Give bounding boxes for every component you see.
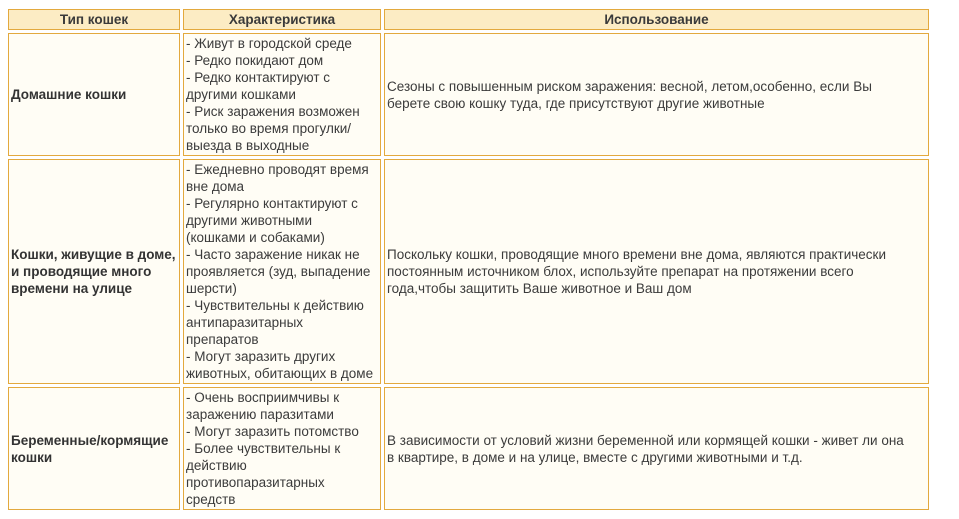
characteristic-line: антипаразитарных (186, 315, 304, 330)
cat-type-line: и проводящие много (11, 264, 152, 279)
cell-cat-type (8, 159, 180, 384)
characteristic-line: другими кошками (186, 87, 296, 102)
header-cat-type: Тип кошек (8, 9, 180, 30)
characteristic-line: выезда в выходные (186, 138, 310, 153)
characteristic-line: - Могут заразить других (186, 349, 336, 364)
cat-type-line: Беременные/кормящие (11, 432, 169, 448)
characteristic-line: животных, обитающих в доме (186, 366, 374, 381)
cell-cat-type (8, 33, 180, 156)
cell-usage (384, 33, 929, 156)
characteristic-line: вне дома (186, 179, 245, 194)
characteristic-line: противопаразитарных (186, 475, 325, 490)
usage-line: Поскольку кошки, проводящие много времени вне дома, являются практически (387, 247, 886, 262)
characteristic-line: средств (186, 492, 236, 507)
cell-cat-type (8, 387, 180, 510)
characteristic-line: - Часто заражение никак не (186, 247, 360, 262)
characteristic-line: - Более чувствительны к (186, 441, 341, 456)
usage-line: года,чтобы защитить Ваше животное и Ваш дом (387, 281, 692, 296)
characteristic-line: - Живут в городской среде (186, 36, 352, 51)
characteristic-line: препаратов (186, 332, 259, 347)
characteristic-line: заражению паразитами (186, 407, 334, 422)
cell-characteristics (183, 33, 381, 156)
cat-type-line: Домашние кошки (11, 87, 127, 102)
characteristic-line: проявляется (зуд, выпадение (186, 264, 371, 279)
characteristic-line: - Ежедневно проводят время (186, 162, 369, 177)
characteristic-line: - Редко покидают дом (186, 53, 324, 68)
characteristic-line: действию (186, 458, 247, 473)
table-row (8, 159, 929, 384)
table-row (8, 33, 929, 156)
usage-line: в квартире, в доме и на улице, вместе с другими животными и т.д. (387, 449, 803, 465)
characteristic-line: только во время прогулки/ (186, 121, 352, 136)
header-usage: Использование (384, 9, 929, 30)
characteristic-line: (кошками и собаками) (186, 230, 325, 245)
cat-type-line: кошки (11, 449, 53, 465)
characteristic-line: - Могут заразить потомство (186, 424, 359, 439)
cat-type-line: времени на улице (11, 281, 132, 296)
usage-line: В зависимости от условий жизни беременной или кормящей кошки - живет ли она (387, 432, 904, 448)
usage-line: Сезоны с повышенным риском заражения: весной, летом,особенно, если Вы (387, 78, 872, 94)
characteristic-line: - Редко контактируют с (186, 70, 331, 85)
cell-characteristics (183, 159, 381, 384)
characteristic-line: шерсти) (186, 281, 237, 296)
characteristic-line: - Риск заражения возможен (186, 104, 360, 119)
characteristic-line: - Регулярно контактируют с (186, 196, 358, 211)
characteristic-line: другими животными (186, 213, 312, 228)
table-row (8, 387, 929, 510)
cell-usage (384, 387, 929, 510)
usage-line: берете свою кошку туда, где присутствуют другие животные (387, 95, 765, 111)
characteristic-line: - Чувствительны к действию (186, 298, 364, 313)
header-characteristic: Характеристика (183, 9, 381, 30)
cat-types-table (5, 6, 932, 513)
usage-line: постоянным источником блох, используйте препарат на протяжении всего (387, 264, 854, 279)
characteristic-line: - Очень восприимчивы к (186, 390, 340, 405)
table-header-row (8, 9, 929, 30)
cat-type-line: Кошки, живущие в доме, (11, 247, 176, 262)
cat-types-table-wrapper (8, 9, 929, 510)
cell-usage (384, 159, 929, 384)
cell-characteristics (183, 387, 381, 510)
